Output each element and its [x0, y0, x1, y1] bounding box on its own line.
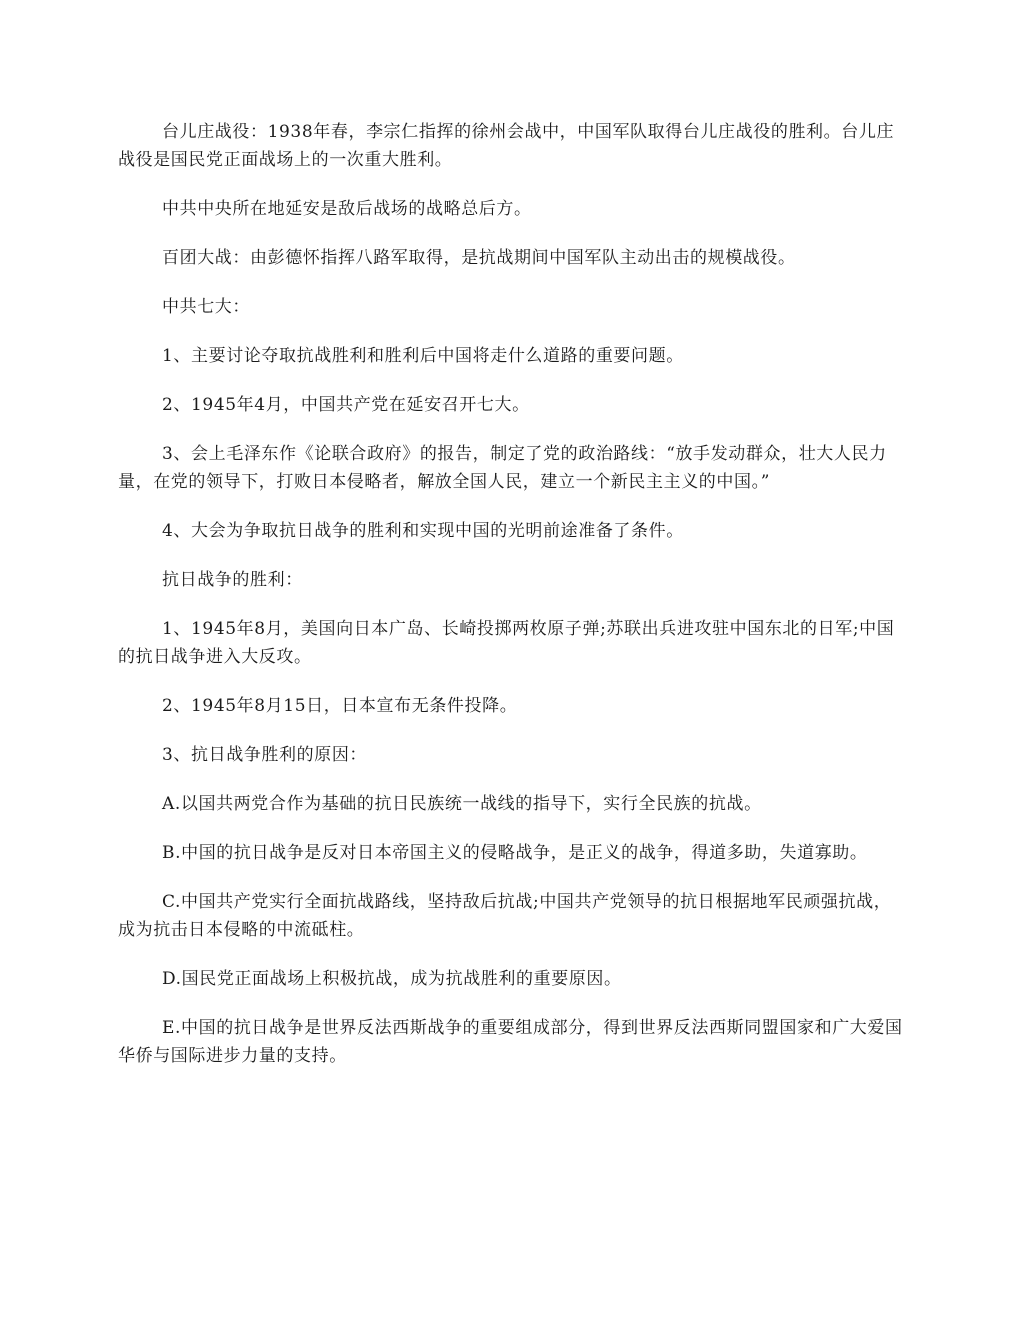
list-item-congress-1: 1、主要讨论夺取抗战胜利和胜利后中国将走什么道路的重要问题。	[162, 346, 684, 366]
reason-item-a: A.以国共两党合作为基础的抗日民族统一战线的指导下，实行全民族的抗战。	[162, 794, 762, 814]
reason-item-c: C.中国共产党实行全面抗战路线，坚持敌后抗战;中国共产党领导的抗日根据地军民顽强抗战，成为抗击日本侵略的中流砥柱。	[118, 892, 892, 940]
paragraph-hundred-regiments: 百团大战：由彭德怀指挥八路军取得，是抗战期间中国军队主动出击的规模战役。	[162, 248, 796, 268]
list-item-victory-1: 1、1945年8月，美国向日本广岛、长崎投掷两枚原子弹;苏联出兵进攻驻中国东北的日军;中国的抗日战争进入大反攻。	[118, 619, 895, 667]
heading-seventh-congress: 中共七大：	[162, 297, 250, 317]
paragraph-taierzhuang: 台儿庄战役：1938年春，李宗仁指挥的徐州会战中，中国军队取得台儿庄战役的胜利。台儿庄战役是国民党正面战场上的一次重大胜利。	[118, 122, 895, 170]
list-item-congress-3: 3、会上毛泽东作《论联合政府》的报告，制定了党的政治路线：“放手发动群众，壮大人民力量，在党的领导下，打败日本侵略者，解放全国人民，建立一个新民主主义的中国。”	[118, 444, 887, 492]
reason-item-d: D.国民党正面战场上积极抗战，成为抗战胜利的重要原因。	[162, 969, 622, 989]
list-item-victory-3: 3、抗日战争胜利的原因：	[162, 745, 368, 765]
list-item-congress-2: 2、1945年4月，中国共产党在延安召开七大。	[162, 395, 530, 415]
paragraph-yanan: 中共中央所在地延安是敌后战场的战略总后方。	[162, 199, 532, 219]
list-item-victory-2: 2、1945年8月15日，日本宣布无条件投降。	[162, 696, 518, 716]
document-page	[118, 118, 908, 1091]
reason-item-e: E.中国的抗日战争是世界反法西斯战争的重要组成部分，得到世界反法西斯同盟国家和广大爱国华侨与国际进步力量的支持。	[118, 1018, 903, 1066]
heading-victory: 抗日战争的胜利：	[162, 570, 303, 590]
list-item-congress-4: 4、大会为争取抗日战争的胜利和实现中国的光明前途准备了条件。	[162, 521, 684, 541]
reason-item-b: B.中国的抗日战争是反对日本帝国主义的侵略战争，是正义的战争，得道多助，失道寡助。	[162, 843, 868, 863]
